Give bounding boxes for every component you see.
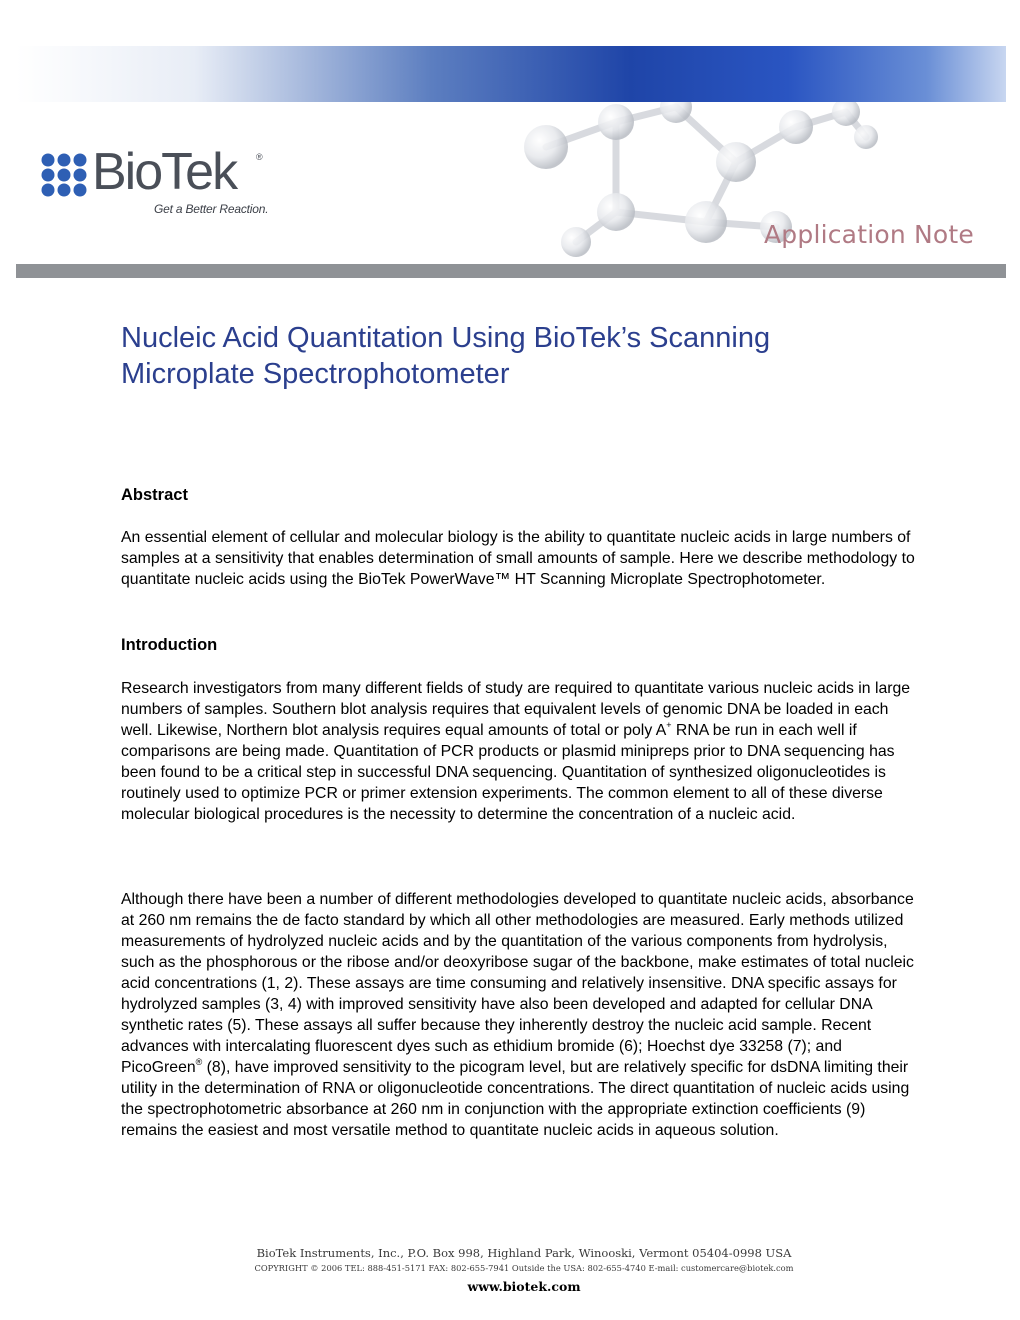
para1-superscript: + <box>666 720 672 730</box>
para2-text-a: Although there have been a number of different methodologies developed to quantitate nucleic acids, absorbance at 260 nm remains the de facto standard by which all other methodologies are measured. Early methods utilized measurements of hydrolyzed nucleic acids and by the quantitation of the various components from hydrolysis, such as the phosphorous or the ribose and/or deoxyribose sugar of the backbone, make estimates of total nucleic acid concentrations (1, 2). These assays are time consuming and relatively insensitive. DNA specific assays for hydrolyzed samples (3, 4) with improved sensitivity have also been developed and adapted for cellular DNA synthetic rates (5). These assays all suffer because they inherently destroy the nucleic acid sample. Recent advances with intercalating fluorescent dyes such as ethidium bromide (6); Hoechst dye 33258 (7); and PicoGreen <box>121 891 914 1076</box>
introduction-paragraph-1 <box>121 678 921 825</box>
abstract-text: An essential element of cellular and molecular biology is the ability to quantitate nucleic acids in large numbers of samples at a sensitivity that enables determination of small amounts of sample. Here we describe methodology to quantitate nucleic acids using the BioTek PowerWave™ HT Scanning Microplate Spectrophotometer. <box>121 529 915 588</box>
biotek-logo <box>40 143 300 220</box>
logo-registered-mark: ® <box>256 152 263 162</box>
footer-website-link[interactable]: www.biotek.com <box>467 1279 581 1294</box>
document-type-label: Application Note <box>764 220 975 249</box>
para1-text-b: RNA be run in each well if comparisons are being made. Quantitation of PCR products or plasmid minipreps prior to DNA sequencing has been found to be a critical step in successful DNA sequencing. Quantitation of synthesized oligonucleotides is routinely used to optimize PCR or primer extension experiments. The common element to all of these diverse molecular biological procedures is the necessity to determine the concentration of a nucleic acid. <box>121 722 895 823</box>
logo-dots-icon <box>40 152 94 198</box>
logo-wordmark: BioTek <box>92 143 237 201</box>
para1-text-a: Research investigators from many different fields of study are required to quantitate various nucleic acids in large numbers of samples. Southern blot analysis requires that equivalent levels of genomic DNA be loaded in each well. Likewise, Northern blot analysis requires equal amounts of total or poly A <box>121 680 911 739</box>
introduction-heading: Introduction <box>121 636 218 654</box>
logo-tagline: Get a Better Reaction. <box>154 202 269 216</box>
footer-copyright: COPYRIGHT © 2006 TEL: 888-451-5171 FAX: 802-655-7941 Outside the USA: 802-655-4740 E-mail: customercare@biotek.com <box>254 1263 794 1273</box>
page-title: Nucleic Acid Quantitation Using BioTek’s Scanning Microplate Spectrophotometer <box>121 322 771 390</box>
header-divider-bar <box>16 264 1006 278</box>
abstract-heading: Abstract <box>121 486 188 504</box>
para2-superscript: ® <box>195 1057 203 1067</box>
footer-address: BioTek Instruments, Inc., P.O. Box 998, Highland Park, Winooski, Vermont 05404-0998 USA <box>256 1246 792 1260</box>
para2-text-b: (8), have improved sensitivity to the picogram level, but are relatively specific for dsDNA limiting their utility in the determination of RNA or oligonucleotide concentrations. The direct quantitation of nucleic acids using the spectrophotometric absorbance at 260 nm in conjunction with the appropriate extinction coefficients (9) remains the easiest and most versatile method to quantitate nucleic acids in aqueous solution. <box>121 1059 910 1139</box>
introduction-paragraph-2 <box>121 889 921 1141</box>
header-banner <box>16 46 1006 102</box>
